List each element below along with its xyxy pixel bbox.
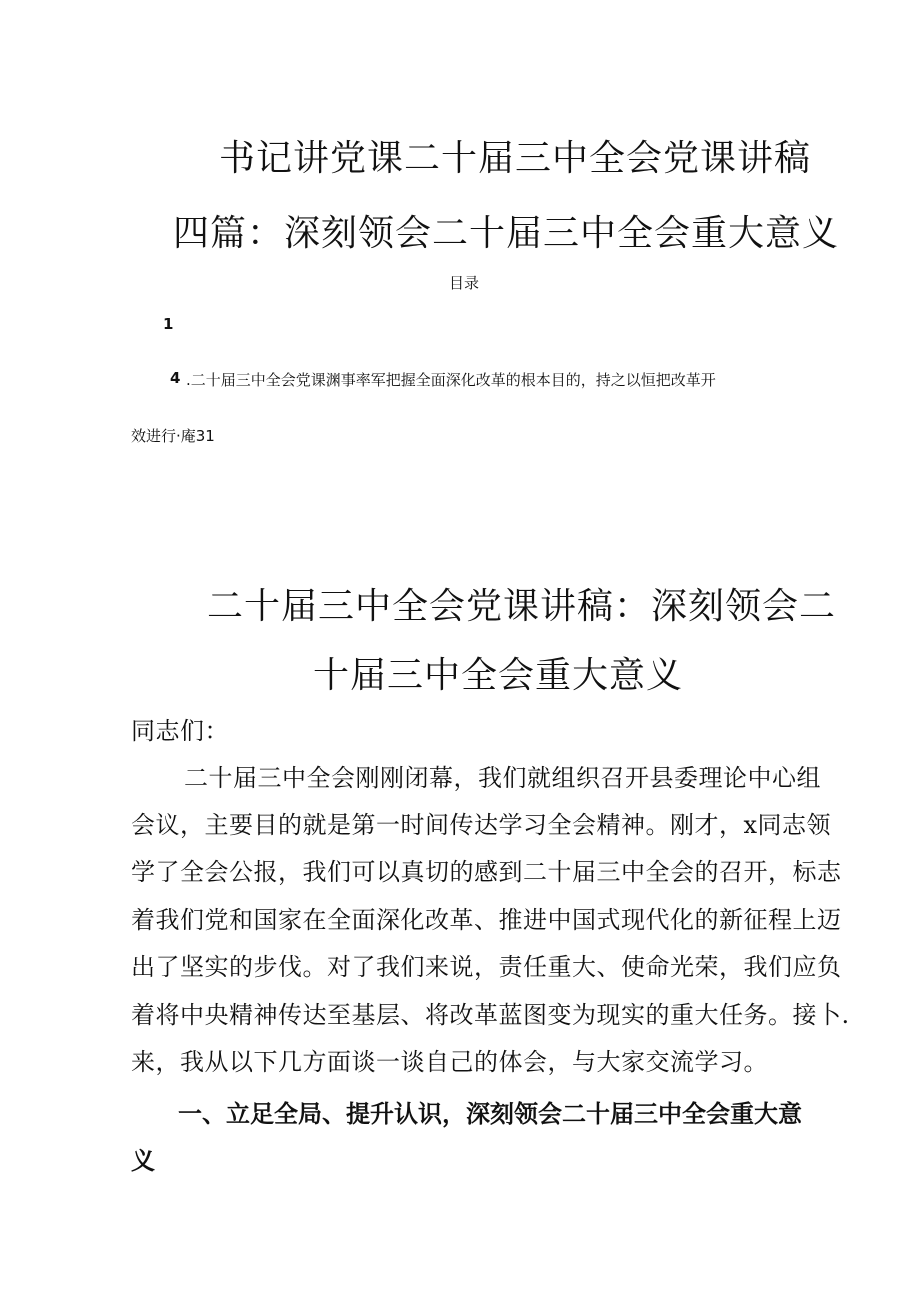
- document-title-line1: 书记讲党课二十届三中全会党课讲稿: [219, 138, 812, 179]
- paragraph-line: 会议，主要目的就是第一时间传达学习全会精神。刚才，x同志领: [131, 811, 832, 839]
- speech-title-line1: 二十届三中全会党课讲稿：深刻领会二: [207, 586, 837, 627]
- speech-title-line2: 十届三中全会重大意义: [313, 655, 684, 696]
- toc-item-number-4: 4: [170, 369, 181, 387]
- paragraph-line: 着我们党和国家在全面深化改革、推进中国式现代化的新征程上迈: [131, 906, 842, 934]
- paragraph-line: 出了坚实的步伐。对了我们来说，责任重大、使命光荣，我们应负: [131, 953, 842, 981]
- salutation: 同志们：: [131, 717, 229, 745]
- section-1-heading-line1: 一、立足全局、提升认识，深刻领会二十届三中全会重大意: [178, 1100, 802, 1128]
- document-title-line2: 四篇：深刻领会二十届三中全会重大意义: [173, 213, 840, 254]
- section-1-heading-line2: 义: [131, 1147, 155, 1175]
- paragraph-line: 二十届三中全会刚刚闭幕，我们就组织召开县委理论中心组: [184, 764, 821, 792]
- paragraph-line: 学了全会公报，我们可以真切的感到二十届三中全会的召开，标志: [131, 858, 842, 886]
- paragraph-line: 着将中央精神传达至基层、将改革蓝图变为现实的重大任务。接卜.: [131, 1001, 850, 1029]
- toc-item-4-continuation: 效进行·庵31: [131, 427, 215, 445]
- paragraph-line: 来，我从以下几方面谈一谈自己的体会，与大家交流学习。: [131, 1048, 768, 1076]
- toc-item-4-text: .二十届三中全会党课渊事率军把握全面深化改革的根本目的，持之以恒把改革开: [186, 371, 716, 389]
- toc-item-number-1: 1: [163, 315, 174, 333]
- toc-heading: 目录: [449, 274, 480, 292]
